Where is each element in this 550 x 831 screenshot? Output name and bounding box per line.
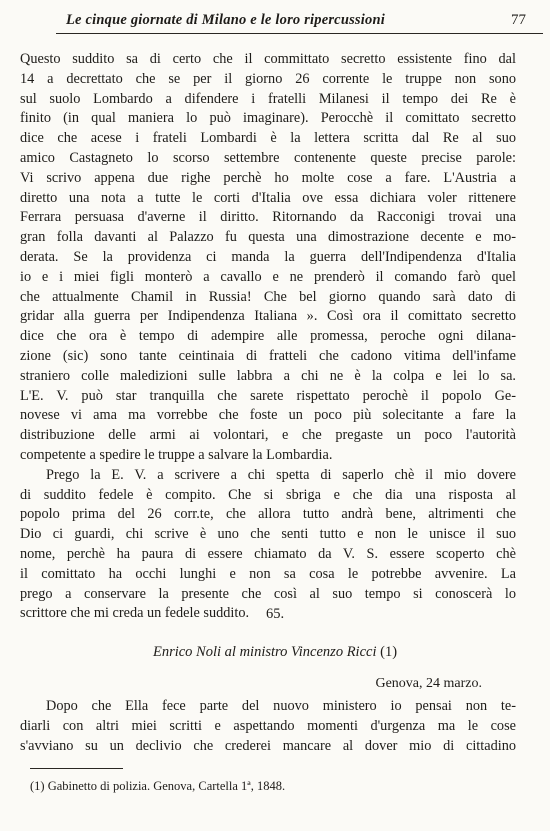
text-line: scrittore che mi creda un fedele suddito. — [20, 605, 250, 622]
text-line: diarli con altri miei scritti e aspettando momenti d'urgenza ma le cose — [20, 717, 516, 734]
text-line: s'avviano su un declivio che crederei mancare al dover mio di cittadino — [20, 737, 516, 754]
letter-number: 65. — [265, 606, 285, 622]
text-line: gridar alla guerra per Indipendenza Italiana ». Così ora il comittato secretto — [20, 308, 516, 325]
text-line: Vi scrivo appena due righe perchè ho molte cose a fare. L'Austria a — [20, 169, 516, 186]
text-line: amico Castagneto lo scorso settembre contenente queste precise parole: — [20, 149, 516, 166]
text-line: Prego la E. V. a scrivere a chi spetta di saperlo chè il mio dovere — [46, 466, 516, 483]
text-line: di suddito fedele è compito. Che si sbriga e che dia una risposta al — [20, 486, 516, 503]
text-line: Questo suddito sa di certo che il committato secretto essistente fino dal — [20, 51, 516, 67]
letter-body — [20, 696, 516, 755]
text-line: L'E. V. può star tranquilla che sarete rispettato perochè il popolo Ge- — [20, 387, 516, 404]
text-line: Dopo che Ella fece parte del nuovo ministero io pensai non te- — [46, 698, 516, 714]
text-line: dice che acese i frateli Lombardi è la lettera scritta dal Re al suo — [20, 130, 516, 147]
page-number: 77 — [511, 12, 526, 28]
footnote-rule — [30, 768, 123, 769]
header-rule — [56, 33, 543, 34]
text-line: il comittato ha occhi lunghi e non sa cosa le potrebbe avvenire. La — [20, 565, 516, 582]
letter-date: Genova, 24 marzo. — [375, 676, 482, 691]
main-text — [20, 50, 516, 624]
text-line: prego a conservare la presente che così al suo tempo si conoscerà lo — [20, 585, 516, 602]
text-line: gran folla davanti al Palazzo fu questa una dimostrazione decente e mo- — [20, 229, 516, 246]
letter-heading-text: Enrico Noli al ministro Vincenzo Ricci — [152, 644, 377, 660]
text-line: nome, perchè ha paura di essere chiamato da V. S. essere scoperto chè — [20, 545, 516, 562]
text-line: Dio ci guardi, chi scrive è uno che senti tutto e non le unisce il suo — [20, 526, 516, 543]
text-line: diretto una nota a tutte le corti d'Italia ove essa dichiara voler rittenere — [20, 189, 516, 206]
text-line: derata. Se la providenza ci manda la guerra dell'Indipendenza d'Italia — [20, 248, 516, 265]
letter-heading — [0, 644, 550, 661]
running-title: Le cinque giornate di Milano e le loro ripercussioni — [66, 12, 385, 28]
text-line: competente a spedire le truppe a salvare la Lombardia. — [20, 446, 333, 463]
text-line: distribuzione delle armi ai volontari, e che pregaste un poco l'autorità — [20, 427, 516, 444]
text-line: sul suolo Lombardo a difendere i fratelli Milanesi il tempo dei Re è — [20, 90, 516, 107]
footnote: (1) Gabinetto di polizia. Genova, Cartella 1ª, 1848. — [30, 779, 286, 793]
text-line: finito (in qual maniera lo può imaginare). Perocchè il comittato secretto — [20, 110, 516, 127]
text-line: che attualmente Chamil in Russia! Che bel giorno quando sarà dato di — [20, 288, 516, 305]
text-line: zione (sic) sono tante ceintinaia di fratteli che cadono vitima dell'infame — [20, 347, 516, 364]
text-line: novese vi ama ma vorrebbe che foste un poco più solecitante a fare la — [20, 407, 516, 424]
text-line: Ferrara persuasa d'averne il diritto. Ritornando da Racconigi trovai una — [20, 209, 516, 226]
footnote-reference: (1) — [380, 644, 398, 660]
text-line: dice che ora è tempo di adempire alle promessa, peroche ogni dilana- — [20, 328, 516, 345]
text-line: straniero colle maledizioni sulle labbra a chi ne è la colpa e lei lo sa. — [20, 367, 516, 384]
text-line: io e i miei figli monterò a cavallo e ne prenderò il comando farò quel — [20, 268, 516, 285]
text-line: 14 a decrettato che se per il giorno 26 corrente le truppe non sono — [20, 70, 516, 87]
text-line: popolo prima del 26 corr.te, che allora tutto andrà bene, altrimenti che — [20, 506, 516, 523]
